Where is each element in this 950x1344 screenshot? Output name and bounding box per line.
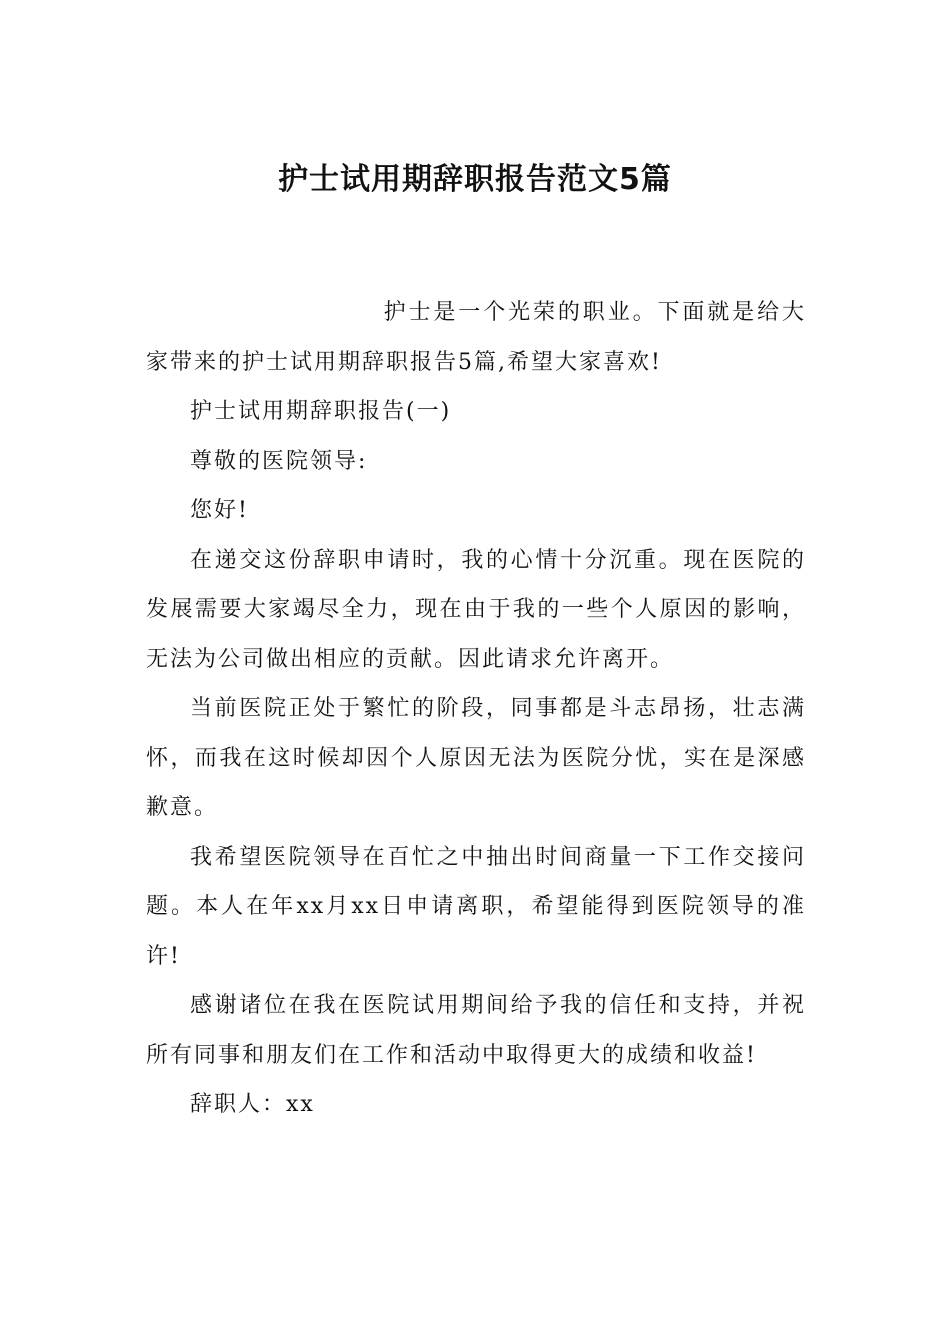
- intro-paragraph: 护士是一个光荣的职业。下面就是给大家带来的护士试用期辞职报告5篇,希望大家喜欢!: [146, 300, 806, 375]
- document-body: [146, 288, 806, 1130]
- body-paragraph: 感谢诸位在我在医院试用期间给予我的信任和支持，并祝所有同事和朋友们在工作和活动中取得更大的成绩和收益!: [146, 993, 806, 1068]
- body-paragraph: 我希望医院领导在百忙之中抽出时间商量一下工作交接问题。本人在年xx月xx日申请离职，希望能得到医院领导的准许!: [146, 844, 806, 969]
- signature-line: 辞职人：xx: [190, 1092, 315, 1117]
- greeting: 您好!: [190, 498, 249, 523]
- section-heading: 护士试用期辞职报告(一): [190, 399, 452, 424]
- salutation: 尊敬的医院领导:: [190, 448, 368, 474]
- body-paragraph: 当前医院正处于繁忙的阶段，同事都是斗志昂扬，壮志满怀，而我在这时候却因个人原因无法为医院分忧，实在是深感歉意。: [146, 696, 806, 820]
- body-paragraph: 在递交这份辞职申请时，我的心情十分沉重。现在医院的发展需要大家竭尽全力，现在由于我的一些个人原因的影响，无法为公司做出相应的贡献。因此请求允许离开。: [146, 547, 806, 672]
- document-title: 护士试用期辞职报告范文5篇: [278, 162, 672, 197]
